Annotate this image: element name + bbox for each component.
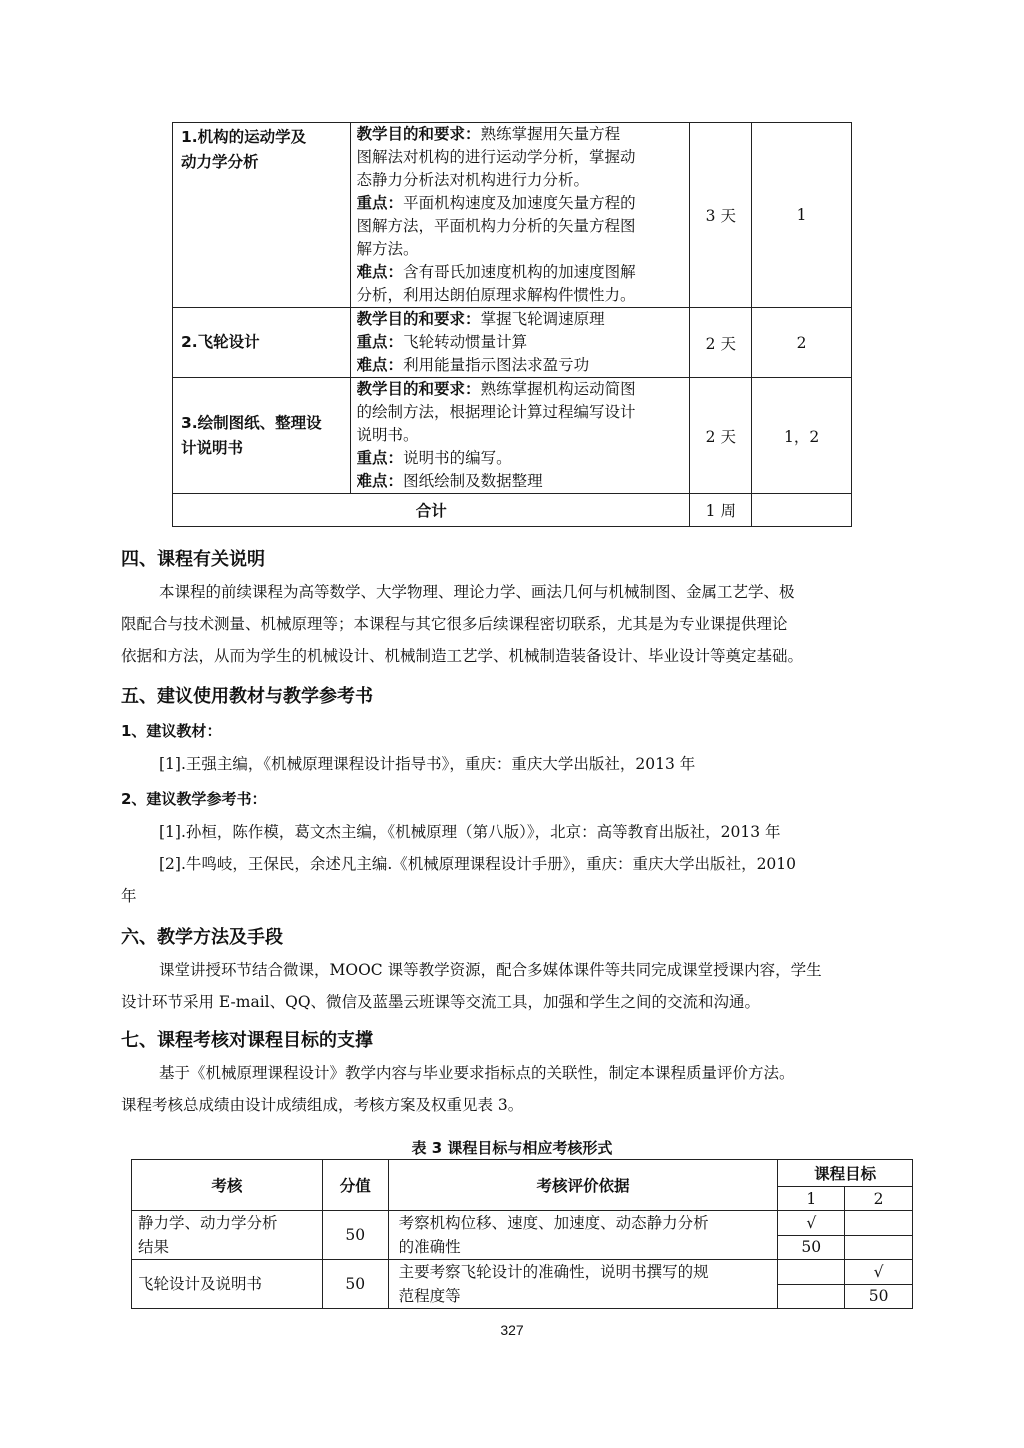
page-number: 327 — [500, 1322, 524, 1338]
basis-line: 考察机构位移、速度、加速度、动态静力分析 — [398, 1214, 709, 1232]
section7-paragraph — [121, 1057, 905, 1121]
table3-caption: 表 3 课程目标与相应考核形式 — [411, 1139, 613, 1157]
topic-line: 计说明书 — [181, 438, 244, 457]
topic-cell — [173, 378, 351, 494]
target-weight — [845, 1235, 913, 1260]
content-label: 重点： — [356, 449, 404, 467]
content-text: 说明书的编写。 — [403, 449, 512, 467]
assessment-name-line: 静力学、动力学分析 — [138, 1214, 278, 1232]
reference-line: 年 — [121, 887, 137, 905]
assessment-score: 50 — [322, 1211, 388, 1260]
textbook-entry — [121, 748, 905, 780]
content-label: 难点： — [356, 263, 404, 281]
content-cell — [350, 378, 690, 494]
duration-cell: 3 天 — [690, 123, 752, 308]
basis-line: 主要考察飞轮设计的准确性，说明书撰写的规 — [398, 1263, 709, 1281]
target-cell: 1 — [752, 123, 852, 308]
table-header-row — [132, 1160, 913, 1187]
total-label: 合计 — [173, 494, 690, 527]
reference-list — [121, 816, 905, 912]
header-target-2: 2 — [845, 1187, 913, 1211]
check-mark: √ — [845, 1260, 913, 1285]
content-label: 难点： — [356, 472, 404, 490]
textbook-subheading: 1、建议教材： — [121, 722, 222, 740]
content-text: 图纸绘制及数据整理 — [403, 472, 543, 490]
content-cell — [350, 308, 690, 378]
check-mark — [778, 1260, 845, 1285]
assessment-name — [132, 1260, 323, 1309]
content-text: 图解方法，平面机构力分析的矢量方程图 — [356, 217, 636, 235]
content-cell — [350, 123, 690, 308]
table-row — [132, 1211, 913, 1236]
paragraph-line: 限配合与技术测量、机械原理等；本课程与其它很多后续课程密切联系，尤其是为专业课提供理论 — [121, 615, 788, 633]
header-score: 分值 — [322, 1160, 388, 1211]
total-target-empty — [752, 494, 852, 527]
content-text: 利用能量指示图法求盈亏功 — [403, 356, 590, 374]
header-target-1: 1 — [778, 1187, 845, 1211]
content-text: 的绘制方法，根据理论计算过程编写设计 — [356, 403, 636, 421]
schedule-table — [172, 122, 852, 527]
reference-line: [1].孙桓，陈作模，葛文杰主编，《机械原理（第八版）》，北京：高等教育出版社，2013 年 — [159, 823, 781, 841]
section4-paragraph — [121, 576, 905, 672]
paragraph-line: 课堂讲授环节结合微课，MOOC 课等教学资源，配合多媒体课件等共同完成课堂授课内容，学生 — [159, 961, 822, 979]
check-mark — [845, 1211, 913, 1236]
section7-heading: 七、课程考核对课程目标的支撑 — [121, 1030, 373, 1051]
content-label: 教学目的和要求： — [356, 125, 481, 143]
assessment-table — [131, 1159, 913, 1309]
basis-line: 范程度等 — [398, 1287, 461, 1305]
reference-line: [2].牛鸣岐，王保民，余述凡主编.《机械原理课程设计手册》，重庆：重庆大学出版社，2010 — [159, 855, 797, 873]
target-cell: 1，2 — [752, 378, 852, 494]
content-text: 解方法。 — [356, 240, 419, 258]
table-row — [132, 1260, 913, 1285]
topic-line: 2.飞轮设计 — [181, 333, 260, 351]
assessment-name-line: 飞轮设计及说明书 — [138, 1275, 263, 1293]
paragraph-line: 本课程的前续课程为高等数学、大学物理、理论力学、画法几何与机械制图、金属工艺学、极 — [159, 583, 795, 601]
assessment-name — [132, 1211, 323, 1260]
topic-line: 3.绘制图纸、整理设 — [181, 413, 322, 432]
total-duration: 1 周 — [690, 494, 752, 527]
paragraph-line: 依据和方法，从而为学生的机械设计、机械制造工艺学、机械制造装备设计、毕业设计等奠定基础。 — [121, 647, 804, 665]
section5-heading: 五、建议使用教材与教学参考书 — [121, 686, 373, 707]
check-mark: √ — [778, 1211, 845, 1236]
content-label: 重点： — [356, 333, 404, 351]
content-label: 重点： — [356, 194, 404, 212]
assessment-score: 50 — [322, 1260, 388, 1309]
topic-cell — [173, 123, 351, 308]
content-text: 掌握飞轮调速原理 — [480, 310, 605, 328]
paragraph-line: 设计环节采用 E-mail、QQ、微信及蓝墨云班课等交流工具，加强和学生之间的交流和沟通。 — [121, 993, 761, 1011]
assessment-basis — [388, 1260, 778, 1309]
content-label: 教学目的和要求： — [356, 380, 481, 398]
target-weight: 50 — [845, 1284, 913, 1309]
duration-cell: 2 天 — [690, 308, 752, 378]
content-text: 说明书。 — [356, 426, 419, 444]
content-text: 飞轮转动惯量计算 — [403, 333, 528, 351]
assessment-basis — [388, 1211, 778, 1260]
header-assessment: 考核 — [132, 1160, 323, 1211]
topic-cell — [173, 308, 351, 378]
content-text: 含有哥氏加速度机构的加速度图解 — [403, 263, 636, 281]
reference-subheading: 2、建议教学参考书： — [121, 790, 267, 808]
target-weight: 50 — [778, 1235, 845, 1260]
topic-line: 1.机构的运动学及 — [181, 128, 307, 146]
reference-line: [1].王强主编，《机械原理课程设计指导书》，重庆：重庆大学出版社，2013 年 — [159, 755, 696, 773]
section4-heading: 四、课程有关说明 — [121, 549, 265, 570]
content-text: 分析，利用达朗伯原理求解构件惯性力。 — [356, 286, 636, 304]
header-basis: 考核评价依据 — [388, 1160, 778, 1211]
content-text: 图解法对机构的进行运动学分析，掌握动 — [356, 148, 636, 166]
duration-cell: 2 天 — [690, 378, 752, 494]
content-text: 态静力分析法对机构进行力分析。 — [356, 171, 590, 189]
content-text: 熟练掌握用矢量方程 — [480, 125, 621, 143]
topic-line: 动力学分析 — [181, 153, 259, 171]
table-row — [173, 123, 852, 308]
content-label: 难点： — [356, 356, 404, 374]
total-row — [173, 494, 852, 527]
basis-line: 的准确性 — [398, 1238, 461, 1256]
content-text: 熟练掌握机构运动简图 — [480, 380, 636, 398]
paragraph-line: 课程考核总成绩由设计成绩组成，考核方案及权重见表 3。 — [121, 1096, 524, 1114]
target-cell: 2 — [752, 308, 852, 378]
section6-paragraph — [121, 954, 905, 1018]
paragraph-line: 基于《机械原理课程设计》教学内容与毕业要求指标点的关联性，制定本课程质量评价方法。 — [159, 1064, 795, 1082]
section6-heading: 六、教学方法及手段 — [121, 927, 283, 948]
header-targets: 课程目标 — [778, 1160, 913, 1187]
table-row — [173, 378, 852, 494]
assessment-name-line: 结果 — [138, 1238, 170, 1256]
table-row — [173, 308, 852, 378]
content-label: 教学目的和要求： — [356, 310, 481, 328]
target-weight — [778, 1284, 845, 1309]
content-text: 平面机构速度及加速度矢量方程的 — [403, 194, 636, 212]
